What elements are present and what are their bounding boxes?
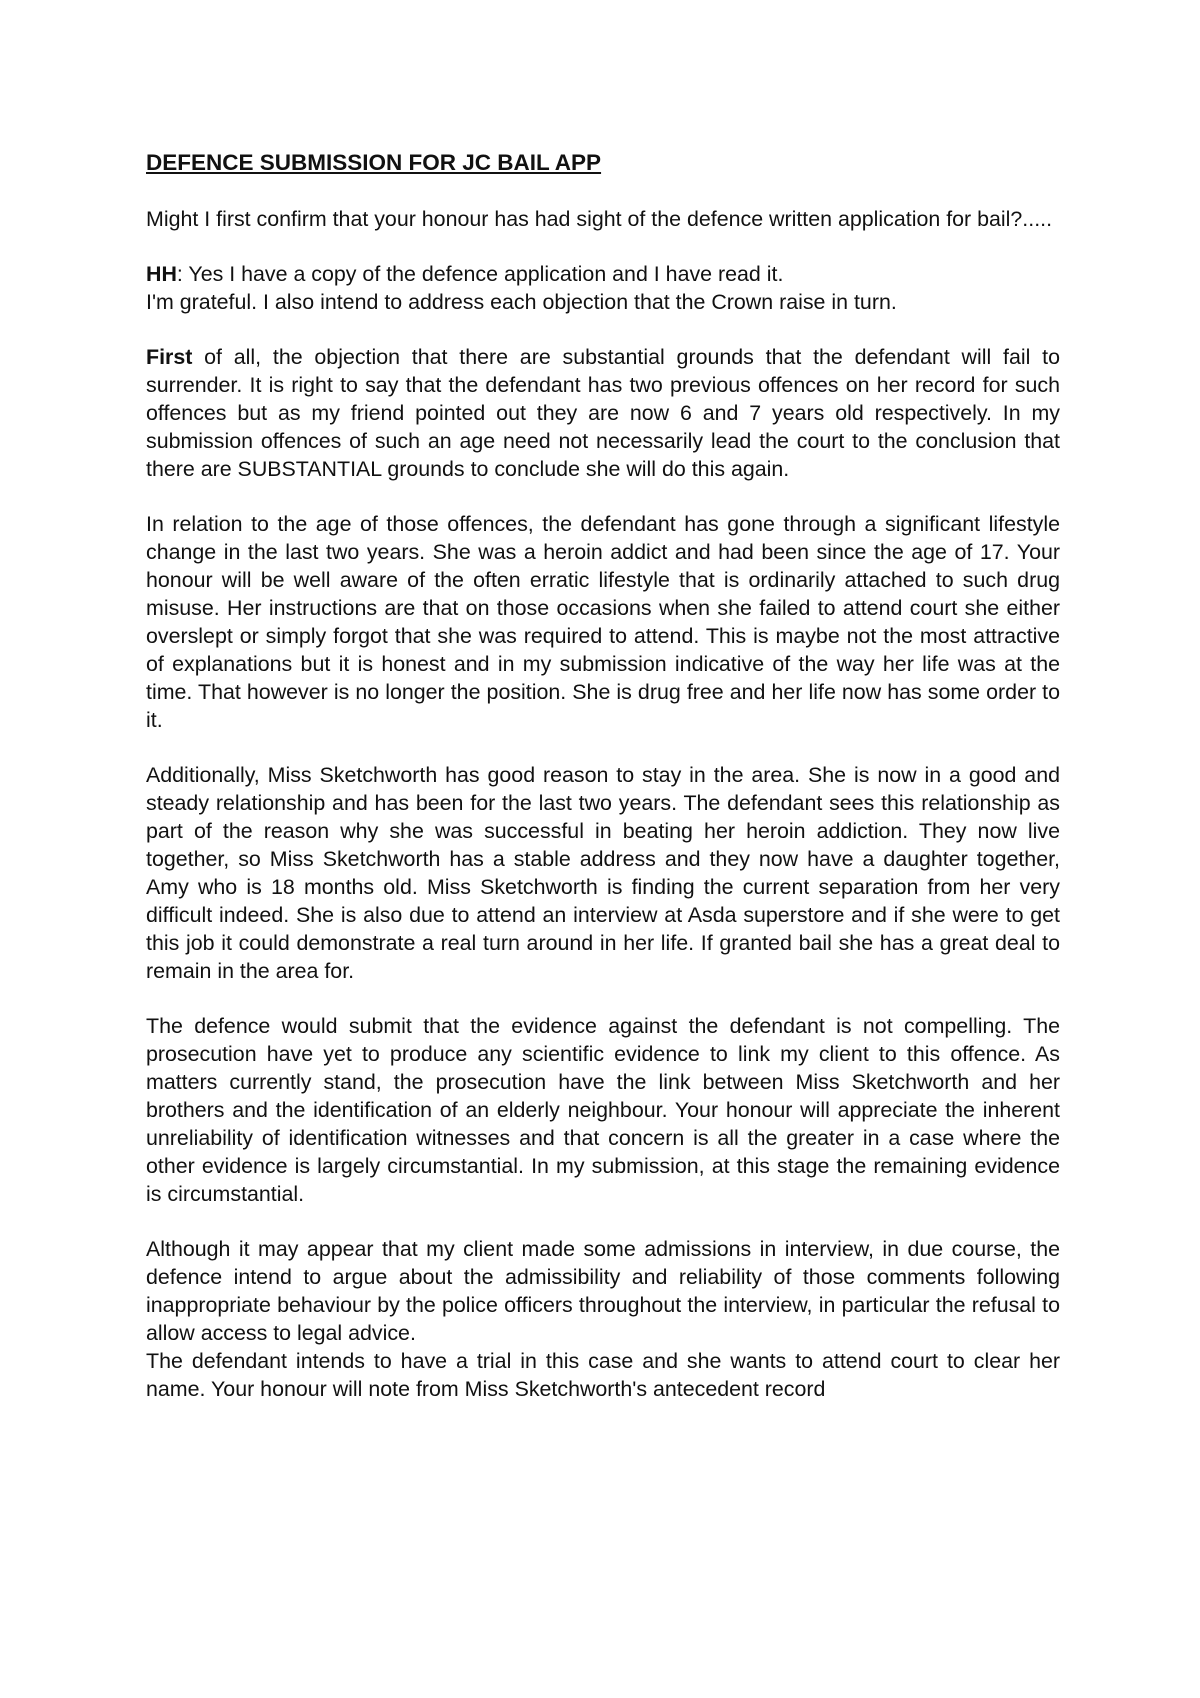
paragraph-evidence: The defence would submit that the evidence against the defendant is not compelling. The prosecution have yet to produce any scientific evidence to link my client to this offence. As matters currently stand, the prosecution have the link between Miss Sketchworth and her brothers and the identification of an elderly neighbour. Your honour will appreciate the inherent unreliability of identification witnesses and that concern is all the greater in a case where the other evidence is largely circumstantial. In my submission, at this stage the remaining evidence is circumstantial. [146,1014,1060,1206]
first-lead: First [146,345,193,369]
grateful-line: I'm grateful. I also intend to address each objection that the Crown raise in turn. [146,290,897,314]
document-page [146,148,1060,1403]
paragraph-admissions: Although it may appear that my client made some admissions in interview, in due course, the defence intend to argue about the admissibility and reliability of those comments following inappropriate behaviour by the police officers throughout the interview, in particular the refusal to allow access to legal advice. [146,1237,1060,1345]
speaker-label: HH [146,262,177,286]
paragraph-confirm-sight: Might I first confirm that your honour has had sight of the defence written application for bail?..... [146,207,1053,231]
paragraph-fail-to-surrender [146,343,1060,483]
paragraph-hh-response [146,260,1060,316]
paragraph-lifestyle-change: In relation to the age of those offences, the defendant has gone through a significant lifestyle change in the last two years. She was a heroin addict and had been since the age of 17. Your honour will be well aware of the often erratic lifestyle that is ordinarily attached to such drug misuse. Her instructions are that on those occasions when she failed to attend court she either overslept or simply forgot that she was required to attend. This is maybe not the most attractive of explanations but it is honest and in my submission indicative of the way her life was at the time. That however is no longer the position. She is drug free and her life now has some order to it. [146,512,1060,732]
fail-to-surrender-text: of all, the objection that there are substantial grounds that the defendant will fail to surrender. It is right to say that the defendant has two previous offences on her record for such offences but as my friend pointed out they are now 6 and 7 years old respectively. In my submission offences of such an age need not necessarily lead the court to the conclusion that there are SUBSTANTIAL grounds to conclude she will do this again. [146,345,1060,481]
document-title: DEFENCE SUBMISSION FOR JC BAIL APP [146,150,602,175]
hh-line [146,260,1060,288]
paragraph-trial: The defendant intends to have a trial in this case and she wants to attend court to clear her name. Your honour will note from Miss Sketchworth's antecedent record [146,1349,1060,1401]
hh-text: : Yes I have a copy of the defence application and I have read it. [176,262,784,286]
paragraph-reason-to-stay: Additionally, Miss Sketchworth has good reason to stay in the area. She is now in a good and steady relationship and has been for the last two years. The defendant sees this relationship as part of the reason why she was successful in beating her heroin addiction. They now live together, so Miss Sketchworth has a stable address and they now have a daughter together, Amy who is 18 months old. Miss Sketchworth is finding the current separation from her very difficult indeed. She is also due to attend an interview at Asda superstore and if she were to get this job it could demonstrate a real turn around in her life. If granted bail she has a great deal to remain in the area for. [146,763,1060,983]
